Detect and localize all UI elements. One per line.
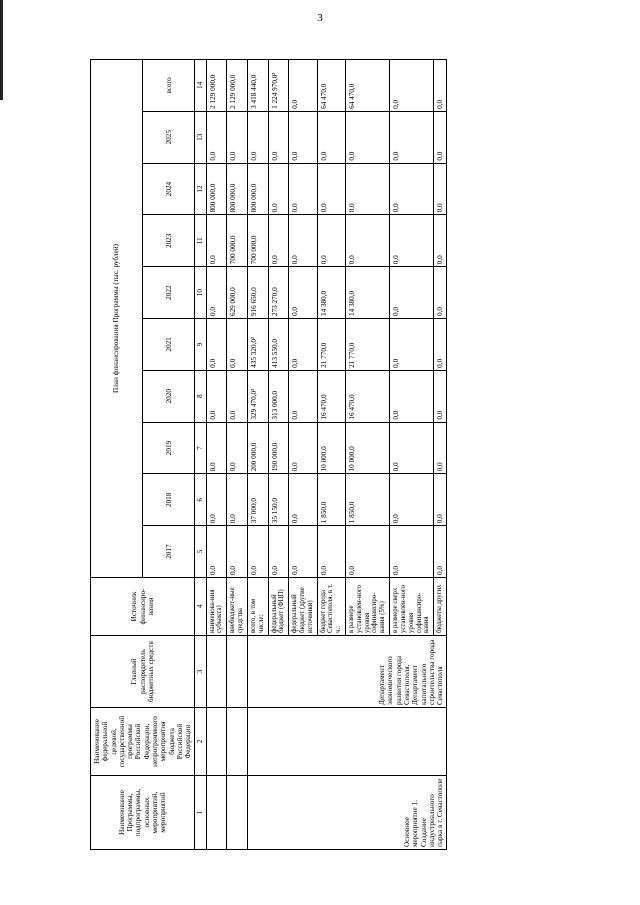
value-cell: 0,0 [434,215,447,267]
column-number-cell: 14 [195,59,206,111]
value-cell: 0,0 [268,163,289,215]
year-header-cell: 2024 [143,163,195,215]
column-number-cell: 11 [195,215,206,267]
table-area [90,60,610,850]
empty-cell [206,776,227,850]
empty-cell [227,708,248,776]
value-cell: 0,0 [434,59,447,111]
value-cell: 0,0 [227,319,248,371]
value-cell: 0,0 [206,474,227,526]
value-cell: 700 000,0 [247,215,268,267]
value-cell: 0,0 [434,370,447,422]
value-cell: 21 770,0 [317,319,345,371]
value-cell: 0,0 [268,215,289,267]
value-cell: 0,0 [289,111,317,163]
year-header-cell: 2019 [143,422,195,474]
value-cell: 0,0 [289,215,317,267]
value-cell: 0,0 [268,526,289,578]
page-number: 3 [317,12,323,24]
funding-source-cell: федеральный бюджет (другие источники) [289,578,317,636]
value-cell: 0,0 [206,422,227,474]
year-header-cell: 2025 [143,111,195,163]
funding-source-cell: в размере сверх установлен-ного уровня софинансиро-вания [390,578,434,636]
value-cell: 413 550,0 [268,319,289,371]
column-number-cell: 5 [195,526,206,578]
value-cell: 0,0 [206,526,227,578]
value-cell: 0,0 [390,319,434,371]
value-cell: 0,0 [206,111,227,163]
value-cell: 0,0 [206,267,227,319]
value-cell: 0,0 [434,422,447,474]
empty-cell [227,776,248,850]
column-number-cell: 9 [195,319,206,371]
value-cell: 0,0 [390,474,434,526]
value-cell: 0,0 [434,474,447,526]
table-body [206,59,447,849]
value-cell: 64 470,0 [346,59,390,111]
value-cell: 273 270,0 [268,267,289,319]
year-header-cell: всего [143,59,195,111]
empty-cell [227,636,248,708]
federal-program-cell [247,708,447,776]
value-cell: 0,0 [289,59,317,111]
value-cell: 329 470,0² [247,370,268,422]
value-cell: 0,0 [317,111,345,163]
value-cell: 0,0 [317,526,345,578]
value-cell: 0,0 [206,215,227,267]
value-cell: 0,0 [434,526,447,578]
value-cell: 0,0 [346,526,390,578]
value-cell: 916 650,0 [247,267,268,319]
column-number-cell: 3 [195,636,206,708]
value-cell: 16 470,0 [346,370,390,422]
funding-source-cell: в размере установлен-ного уровня софинансиро-вания (5%) [346,578,390,636]
value-cell: 1 224 970,0² [268,59,289,111]
value-cell: 0,0 [227,370,248,422]
value-cell: 37 000,0 [247,474,268,526]
value-cell: 0,0 [434,111,447,163]
value-cell: 313 000,0 [268,370,289,422]
funding-source-cell: бюджеты других [434,578,447,636]
column-number-cell: 6 [195,474,206,526]
value-cell: 0,0 [390,370,434,422]
value-cell: 700 000,0 [227,215,248,267]
value-cell: 21 770,0 [346,319,390,371]
value-cell: 0,0 [434,267,447,319]
funding-source-cell: бюджет города Севастополя, в т. ч.: [317,578,345,636]
value-cell: 800 000,0 [206,163,227,215]
value-cell: 14 380,0 [346,267,390,319]
table-row [247,59,268,849]
value-cell: 0,0 [289,422,317,474]
column-number-cell: 4 [195,578,206,636]
financing-table [90,59,447,850]
value-cell: 0,0 [227,526,248,578]
value-cell: 0,0 [317,215,345,267]
value-cell: 0,0 [390,267,434,319]
value-cell: 0,0 [346,215,390,267]
value-cell: 0,0 [390,59,434,111]
value-cell: 10 000,0 [317,422,345,474]
column-number-cell: 10 [195,267,206,319]
header-program-name: Наименование Программы, подпрограммы, основных мероприятий, мероприятий [91,776,195,850]
table-row [206,59,227,849]
main-manager-cell: Департамент экономического развития города Севастополя, Департамент капитального строительства города Севастополя [247,636,447,708]
value-cell: 0,0 [346,163,390,215]
value-cell: 1 850,0 [317,474,345,526]
funding-source-cell: наименова-ния субъекта) [206,578,227,636]
value-cell: 64 470,0 [317,59,345,111]
column-number-cell: 7 [195,422,206,474]
value-cell: 0,0 [289,370,317,422]
column-number-cell: 8 [195,370,206,422]
value-cell: 0,0 [206,370,227,422]
column-number-cell: 12 [195,163,206,215]
value-cell: 0,0 [317,163,345,215]
header-federal-program: Наименование федеральной целевой, государственной программы Российской Федерации, непрограммного мероприятия бюджета Российской Федерации [91,708,195,776]
value-cell: 435 320,0² [247,319,268,371]
header-financing-plan: План финансирования Программы (тыс. рублей) [91,59,143,577]
value-cell: 0,0 [289,319,317,371]
empty-cell [206,636,227,708]
empty-cell [206,708,227,776]
value-cell: 0,0 [390,422,434,474]
value-cell: 1 850,0 [346,474,390,526]
value-cell: 0,0 [268,111,289,163]
year-header-cell: 2017 [143,526,195,578]
value-cell: 0,0 [390,215,434,267]
value-cell: 0,0 [289,267,317,319]
value-cell: 14 380,0 [317,267,345,319]
value-cell: 0,0 [434,163,447,215]
funding-source-cell: федеральный бюджет (ФЦП) [268,578,289,636]
value-cell: 0,0 [227,474,248,526]
funding-source-cell: внебюджет-ные средства [227,578,248,636]
value-cell: 0,0 [206,319,227,371]
value-cell: 2 129 000,0 [227,59,248,111]
value-cell: 800 000,0 [227,163,248,215]
value-cell: 629 000,0 [227,267,248,319]
value-cell: 2 129 000,0 [206,59,227,111]
value-cell: 800 000,0 [247,163,268,215]
value-cell: 10 000,0 [346,422,390,474]
measure-name-cell: Основное мероприятие 1. Создание индустриального парка в г. Севастополе [247,776,447,850]
value-cell: 0,0 [247,111,268,163]
value-cell: 0,0 [289,474,317,526]
value-cell: 0,0 [289,163,317,215]
year-header-cell: 2020 [143,370,195,422]
value-cell: 0,0 [390,163,434,215]
value-cell: 3 418 440,0 [247,59,268,111]
column-number-row [195,59,206,849]
year-header-cell: 2021 [143,319,195,371]
value-cell: 0,0 [247,526,268,578]
funding-source-cell: всего, в том числе: [247,578,268,636]
value-cell: 0,0 [227,422,248,474]
header-funding-source: Источник финансиро-вания [91,578,195,636]
value-cell: 0,0 [390,526,434,578]
value-cell: 0,0 [227,111,248,163]
value-cell: 35 150,0 [268,474,289,526]
rotated-page-content [90,60,610,850]
year-header-cell: 2018 [143,474,195,526]
column-number-cell: 2 [195,708,206,776]
value-cell: 0,0 [289,526,317,578]
header-main-manager: Главный распорядитель бюджетных средств [91,636,195,708]
column-number-cell: 1 [195,776,206,850]
year-header-cell: 2022 [143,267,195,319]
value-cell: 200 000,0 [247,422,268,474]
value-cell: 0,0 [434,319,447,371]
value-cell: 190 000,0 [268,422,289,474]
value-cell: 16 470,0 [317,370,345,422]
year-header-cell: 2023 [143,215,195,267]
column-number-cell: 13 [195,111,206,163]
value-cell: 0,0 [390,111,434,163]
value-cell: 0,0 [346,111,390,163]
table-row [227,59,248,849]
